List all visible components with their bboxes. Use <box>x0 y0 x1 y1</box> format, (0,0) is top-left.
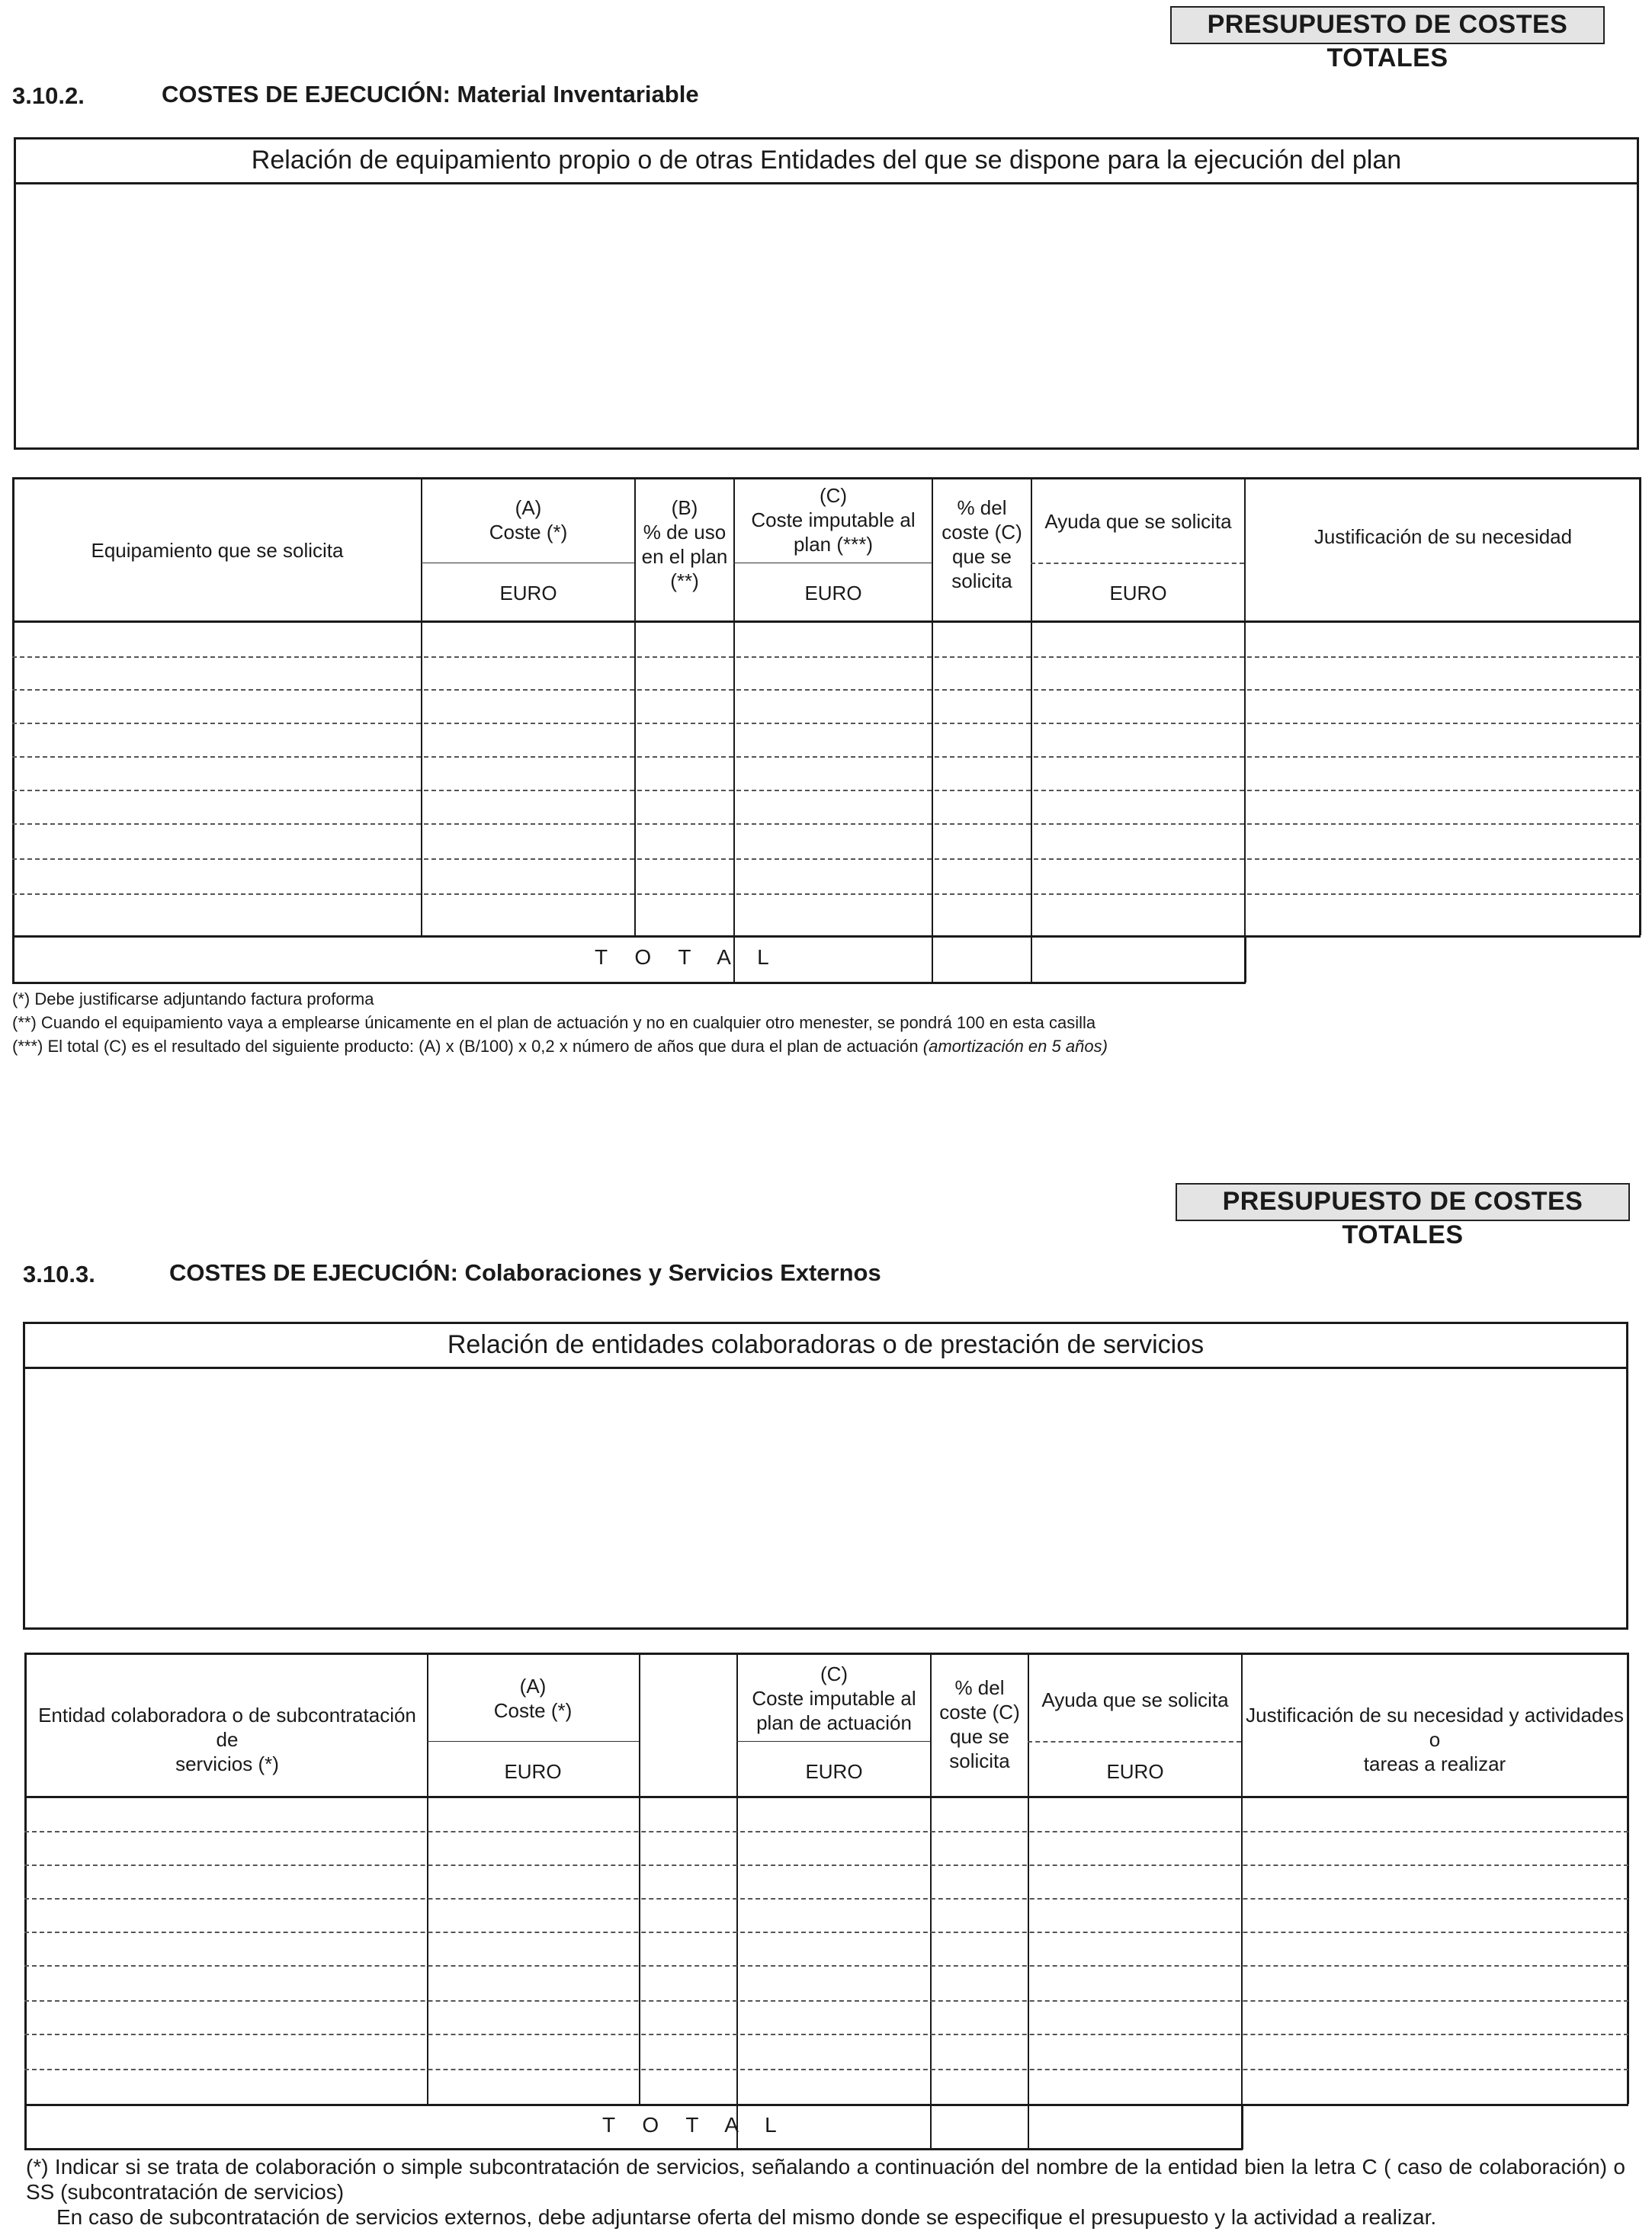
header-usage-b: (B) % de uso en el plan (**) <box>641 496 728 592</box>
box-title: Relación de entidades colaboradoras o de prestación de servicios <box>25 1324 1626 1369</box>
footnote: (*) Indicar si se trata de colaboración o simple subcontratación de servicios, señalando a continuación del nombre de la entidad bien la letra C ( caso de colaboración) o SS (subcontratación de servicios) <box>26 2155 1625 2204</box>
section-number: 3.10.2. <box>12 82 85 109</box>
table-right-border <box>1627 1653 1629 2104</box>
header-cost-a: (A) Coste (*) <box>493 1675 573 1722</box>
header-equipment: Equipamiento que se solicita <box>91 539 344 562</box>
row-line <box>12 689 1641 691</box>
section-title: COSTES DE EJECUCIÓN: Colaboraciones y Servicios Externos <box>169 1259 881 1286</box>
footnote: En caso de subcontratación de servicios externos, debe adjuntarse oferta del mismo donde se especifique el presupuesto y la actividad a realizar. <box>56 2205 1437 2229</box>
section-title: COSTES DE EJECUCIÓN: Material Inventariable <box>162 81 699 107</box>
total-row-right <box>1244 935 1246 983</box>
row-line <box>12 858 1641 860</box>
row-line <box>24 2000 1628 2002</box>
row-line <box>12 756 1641 758</box>
header-imputable-c: (C) Coste imputable al plan (***) <box>751 484 916 556</box>
header-justification: Justificación de su necesidad <box>1314 525 1573 548</box>
table-left-border <box>24 1653 27 2150</box>
total-label: T O T A L <box>602 2113 788 2137</box>
header-aid-unit: EURO <box>1109 582 1167 604</box>
total-row-bottom <box>12 982 1246 984</box>
header-percent-requested: % del coste (C) que se solicita <box>941 496 1022 592</box>
footnote: (***) El total (C) es el resultado del siguiente producto: (A) x (B/100) x 0,2 x número de años que dura el plan de actuación (amortización en 5 años) <box>12 1037 1108 1056</box>
header-percent-requested: % del coste (C) que se solicita <box>939 1676 1020 1772</box>
header-subline <box>1031 563 1244 564</box>
row-line <box>12 656 1641 658</box>
table-top-border <box>12 477 1641 479</box>
col-divider <box>1031 477 1032 982</box>
row-line <box>24 2069 1628 2070</box>
footnote: (*) Debe justificarse adjuntando factura proforma <box>12 989 374 1008</box>
equipment-available-box[interactable] <box>14 137 1639 450</box>
header-cost-a-unit: EURO <box>499 582 557 604</box>
row-line <box>12 723 1641 724</box>
row-line <box>24 2034 1628 2035</box>
table-right-border <box>1639 477 1641 935</box>
header-imputable-c-unit: EURO <box>805 1760 863 1783</box>
col-divider <box>1028 1653 1029 2148</box>
table-top-border <box>24 1653 1628 1655</box>
table-body-bottom <box>12 935 1641 938</box>
collaborators-box[interactable] <box>23 1322 1628 1630</box>
budget-badge: PRESUPUESTO DE COSTES TOTALES <box>1176 1183 1630 1221</box>
table-header-bottom <box>24 1796 1628 1798</box>
row-line <box>24 1932 1628 1933</box>
row-line <box>12 893 1641 895</box>
col-divider <box>639 1653 640 2104</box>
row-line <box>12 823 1641 825</box>
header-subline <box>1028 1741 1241 1743</box>
col-divider <box>421 477 422 935</box>
row-line <box>24 1864 1628 1866</box>
total-label: T O T A L <box>595 945 780 969</box>
table-header-bottom <box>12 620 1641 623</box>
row-line <box>12 790 1641 791</box>
row-line <box>24 1965 1628 1967</box>
row-line <box>24 1898 1628 1900</box>
table-body-bottom <box>24 2104 1628 2106</box>
col-divider <box>1244 477 1246 935</box>
header-cost-a-unit: EURO <box>504 1760 562 1783</box>
header-aid-requested: Ayuda que se solicita <box>1041 1688 1229 1711</box>
header-aid-requested: Ayuda que se solicita <box>1044 510 1232 533</box>
header-imputable-c-unit: EURO <box>804 582 862 604</box>
footnote: (**) Cuando el equipamiento vaya a emplearse únicamente en el plan de actuación y no en cualquier otro menester, se pondrá 100 en esta casilla <box>12 1013 1096 1032</box>
total-row-right <box>1241 2104 1243 2150</box>
header-entity: Entidad colaboradora o de subcontratación de servicios (*) <box>38 1704 416 1775</box>
budget-badge: PRESUPUESTO DE COSTES TOTALES <box>1170 6 1605 44</box>
header-cost-a: (A) Coste (*) <box>489 496 568 543</box>
section-number: 3.10.3. <box>23 1261 95 1287</box>
header-subline <box>736 1741 930 1742</box>
total-row-bottom <box>24 2148 1243 2150</box>
header-justification: Justificación de su necesidad y actividades o tareas a realizar <box>1246 1704 1624 1775</box>
row-line <box>24 1831 1628 1832</box>
header-subline <box>427 1741 639 1742</box>
header-imputable-c: (C) Coste imputable al plan de actuación <box>752 1662 916 1734</box>
box-title: Relación de equipamiento propio o de otras Entidades del que se dispone para la ejecución del plan <box>16 139 1637 184</box>
header-aid-unit: EURO <box>1106 1760 1164 1783</box>
